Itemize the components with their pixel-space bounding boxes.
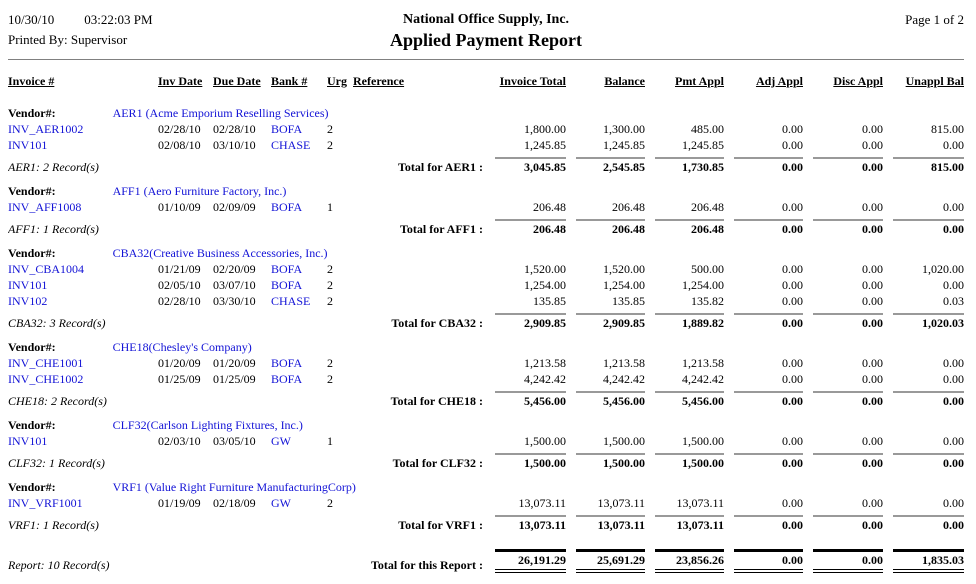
vendor-row — [8, 237, 964, 261]
group-total-value: 206.48 — [655, 219, 724, 237]
group-total-amount-cell — [724, 215, 803, 237]
group-total-amount-cell — [566, 309, 645, 331]
company-name: National Office Supply, Inc. — [402, 12, 570, 27]
inv-date-cell: 02/28/10 — [158, 294, 201, 308]
amount-cell: 500.00 — [691, 262, 724, 276]
vendor-number-label: Vendor#: — [8, 106, 56, 120]
group-total-row — [8, 387, 964, 409]
col-header-adj-appl: Adj Appl — [755, 74, 803, 88]
bank-link[interactable]: BOFA — [271, 372, 303, 386]
amount-cell: 1,245.85 — [524, 138, 566, 152]
group-total-value: 5,456.00 — [576, 391, 645, 409]
group-total-amount-cell — [485, 511, 566, 533]
group-total-amount-cell — [566, 153, 645, 175]
col-header-bank: Bank # — [271, 74, 308, 88]
amount-cell: 1,254.00 — [682, 278, 724, 292]
urg-cell: 2 — [327, 496, 333, 510]
amount-cell: 1,300.00 — [603, 122, 645, 136]
due-date-cell: 03/30/10 — [213, 294, 256, 308]
group-total-amount-cell — [883, 215, 964, 237]
vendor-row — [8, 409, 964, 433]
group-total-value: 1,889.82 — [655, 313, 724, 331]
group-total-value: 0.00 — [734, 313, 803, 331]
group-total-row — [8, 309, 964, 331]
amount-cell: 135.85 — [533, 294, 566, 308]
report-total-amount-cell — [645, 547, 724, 573]
invoice-link[interactable]: INV_VRF1001 — [8, 496, 83, 510]
report-total-value: 0.00 — [734, 549, 803, 573]
invoice-row — [8, 199, 964, 215]
group-total-amount-cell — [645, 153, 724, 175]
reference-cell — [353, 293, 485, 309]
vendor-cell — [8, 409, 964, 433]
col-header-balance: Balance — [604, 74, 645, 88]
vendor-link[interactable]: CBA32(Creative Business Accessories, Inc.) — [112, 246, 328, 260]
vendor-number-label: Vendor#: — [8, 480, 56, 494]
printed-by: Printed By: Supervisor — [8, 32, 128, 47]
amount-cell: 1,213.58 — [682, 356, 724, 370]
group-total-amount-cell — [645, 449, 724, 471]
group-total-value: 0.00 — [813, 515, 883, 533]
due-date-cell: 02/28/10 — [213, 122, 256, 136]
group-total-amount-cell — [724, 511, 803, 533]
bank-link[interactable]: GW — [271, 496, 291, 510]
amount-cell: 1,500.00 — [524, 434, 566, 448]
invoice-link[interactable]: INV_CHE1002 — [8, 372, 84, 386]
group-total-value: 0.00 — [813, 313, 883, 331]
group-total-amount-cell — [724, 153, 803, 175]
group-total-label: Total for AFF1 : — [400, 222, 483, 236]
bank-link[interactable]: BOFA — [271, 262, 303, 276]
bank-link[interactable]: BOFA — [271, 356, 303, 370]
invoice-link[interactable]: INV101 — [8, 138, 48, 152]
group-total-label: Total for VRF1 : — [398, 518, 483, 532]
amount-cell: 1,213.58 — [603, 356, 645, 370]
report-total-value: 0.00 — [813, 549, 883, 573]
vendor-number-label: Vendor#: — [8, 246, 56, 260]
amount-cell: 0.00 — [782, 138, 803, 152]
urg-cell: 2 — [327, 372, 333, 386]
group-total-amount-cell — [566, 215, 645, 237]
group-total-value: 13,073.11 — [495, 515, 566, 533]
amount-cell: 0.00 — [782, 356, 803, 370]
bank-link[interactable]: BOFA — [271, 200, 303, 214]
vendor-cell — [8, 471, 964, 495]
group-total-amount-cell — [485, 215, 566, 237]
group-total-label: Total for CHE18 : — [390, 394, 483, 408]
group-total-value: 2,909.85 — [495, 313, 566, 331]
inv-date-cell: 01/21/09 — [158, 262, 201, 276]
amount-cell: 0.00 — [782, 200, 803, 214]
report-total-value: 1,835.03 — [893, 549, 964, 573]
reference-cell — [353, 277, 485, 293]
amount-cell: 0.00 — [782, 122, 803, 136]
urg-cell: 1 — [327, 434, 333, 448]
bank-link[interactable]: GW — [271, 434, 291, 448]
inv-date-cell: 02/08/10 — [158, 138, 201, 152]
group-total-amount-cell — [803, 387, 883, 409]
col-header-pmt-appl: Pmt Appl — [674, 74, 724, 88]
group-total-label: Total for AER1 : — [397, 160, 483, 174]
column-header-row — [8, 60, 964, 97]
group-record-count: AER1: 2 Record(s) — [8, 160, 99, 174]
vendor-link[interactable]: AER1 (Acme Emporium Reselling Services) — [112, 106, 329, 120]
group-record-count: CHE18: 2 Record(s) — [8, 394, 107, 408]
group-record-count: CBA32: 3 Record(s) — [8, 316, 106, 330]
invoice-link[interactable]: INV101 — [8, 278, 48, 292]
group-total-amount-cell — [724, 387, 803, 409]
vendor-row — [8, 331, 964, 355]
due-date-cell: 03/05/10 — [213, 434, 256, 448]
group-total-value: 3,045.85 — [495, 157, 566, 175]
report-total-value: 23,856.26 — [655, 549, 724, 573]
col-header-due-date: Due Date — [213, 74, 261, 88]
reference-cell — [353, 261, 485, 277]
amount-cell: 135.85 — [612, 294, 645, 308]
urg-cell: 2 — [327, 278, 333, 292]
amount-cell: 1,254.00 — [603, 278, 645, 292]
group-total-value: 1,500.00 — [495, 453, 566, 471]
group-total-value: 0.00 — [893, 391, 964, 409]
due-date-cell: 01/25/09 — [213, 372, 256, 386]
invoice-row — [8, 261, 964, 277]
amount-cell: 1,245.85 — [682, 138, 724, 152]
amount-cell: 0.00 — [943, 200, 964, 214]
group-total-amount-cell — [803, 511, 883, 533]
reference-cell — [353, 137, 485, 153]
amount-cell: 0.00 — [862, 434, 883, 448]
amount-cell: 0.00 — [782, 294, 803, 308]
group-total-amount-cell — [645, 387, 724, 409]
vendor-link[interactable]: CLF32(Carlson Lighting Fixtures, Inc.) — [112, 418, 303, 432]
group-total-amount-cell — [803, 215, 883, 237]
col-header-invoice: Invoice # — [8, 74, 55, 88]
group-total-amount-cell — [883, 153, 964, 175]
amount-cell: 0.00 — [862, 122, 883, 136]
group-total-value: 1,500.00 — [576, 453, 645, 471]
group-total-amount-cell — [485, 309, 566, 331]
urg-cell: 2 — [327, 262, 333, 276]
group-total-amount-cell — [883, 309, 964, 331]
amount-cell: 0.00 — [862, 294, 883, 308]
group-total-value: 815.00 — [893, 157, 964, 175]
group-total-amount-cell — [645, 511, 724, 533]
amount-cell: 0.00 — [862, 262, 883, 276]
group-total-amount-cell — [724, 309, 803, 331]
group-total-row — [8, 215, 964, 237]
group-total-amount-cell — [485, 387, 566, 409]
amount-cell: 0.03 — [943, 294, 964, 308]
bank-link[interactable]: BOFA — [271, 122, 303, 136]
group-total-amount-cell — [485, 449, 566, 471]
vendor-cell — [8, 237, 964, 261]
col-header-urg: Urg — [327, 74, 347, 88]
amount-cell: 1,245.85 — [603, 138, 645, 152]
group-total-amount-cell — [566, 511, 645, 533]
group-total-value: 2,909.85 — [576, 313, 645, 331]
group-total-amount-cell — [645, 215, 724, 237]
report-total-amount-cell — [883, 547, 964, 573]
amount-cell: 0.00 — [862, 278, 883, 292]
invoice-link[interactable]: INV_CBA1004 — [8, 262, 85, 276]
invoice-row — [8, 121, 964, 137]
amount-cell: 1,500.00 — [682, 434, 724, 448]
amount-cell: 0.00 — [862, 356, 883, 370]
report-total-amount-cell — [485, 547, 566, 573]
reference-cell — [353, 495, 485, 511]
amount-cell: 0.00 — [943, 138, 964, 152]
group-total-label: Total for CLF32 : — [392, 456, 483, 470]
group-total-value: 13,073.11 — [655, 515, 724, 533]
group-total-value: 0.00 — [813, 157, 883, 175]
invoice-link[interactable]: INV_AFF1008 — [8, 200, 82, 214]
col-header-invoice-total: Invoice Total — [499, 74, 566, 88]
invoice-row — [8, 277, 964, 293]
group-total-value: 0.00 — [734, 453, 803, 471]
group-total-amount-cell — [883, 449, 964, 471]
group-total-value: 0.00 — [893, 515, 964, 533]
reference-cell — [353, 355, 485, 371]
invoice-row — [8, 433, 964, 449]
inv-date-cell: 02/05/10 — [158, 278, 201, 292]
amount-cell: 13,073.11 — [676, 496, 724, 510]
due-date-cell: 02/09/09 — [213, 200, 256, 214]
group-total-row — [8, 449, 964, 471]
inv-date-cell: 01/20/09 — [158, 356, 201, 370]
inv-date-cell: 01/19/09 — [158, 496, 201, 510]
report-title: Applied Payment Report — [390, 30, 582, 50]
amount-cell: 0.00 — [943, 434, 964, 448]
group-record-count: VRF1: 1 Record(s) — [8, 518, 99, 532]
page-header — [8, 12, 964, 51]
group-total-value: 0.00 — [813, 391, 883, 409]
invoice-link[interactable]: INV101 — [8, 434, 48, 448]
group-total-value: 0.00 — [734, 515, 803, 533]
amount-cell: 1,020.00 — [922, 262, 964, 276]
due-date-cell: 03/07/10 — [213, 278, 256, 292]
group-total-amount-cell — [566, 449, 645, 471]
group-total-value: 0.00 — [734, 391, 803, 409]
group-total-amount-cell — [883, 511, 964, 533]
amount-cell: 815.00 — [931, 122, 964, 136]
page-number: Page 1 of 2 — [905, 12, 964, 27]
group-total-value: 1,730.85 — [655, 157, 724, 175]
group-total-row — [8, 153, 964, 175]
vendor-link[interactable]: AFF1 (Aero Furniture Factory, Inc.) — [112, 184, 287, 198]
bank-link[interactable]: CHASE — [271, 138, 311, 152]
invoice-link[interactable]: INV_CHE1001 — [8, 356, 84, 370]
amount-cell: 0.00 — [862, 496, 883, 510]
reference-cell — [353, 199, 485, 215]
amount-cell: 0.00 — [862, 138, 883, 152]
group-total-value: 206.48 — [495, 219, 566, 237]
amount-cell: 4,242.42 — [524, 372, 566, 386]
due-date-cell: 03/10/10 — [213, 138, 256, 152]
amount-cell: 13,073.11 — [518, 496, 566, 510]
amount-cell: 4,242.42 — [603, 372, 645, 386]
group-total-value: 0.00 — [734, 157, 803, 175]
report-total-label: Total for this Report : — [371, 558, 483, 572]
report-table — [8, 60, 964, 573]
amount-cell: 1,520.00 — [524, 262, 566, 276]
bank-link[interactable]: CHASE — [271, 294, 311, 308]
group-total-amount-cell — [803, 153, 883, 175]
vendor-row — [8, 97, 964, 121]
amount-cell: 13,073.11 — [597, 496, 645, 510]
col-header-unappl-bal: Unappl Bal — [905, 74, 964, 88]
amount-cell: 485.00 — [691, 122, 724, 136]
amount-cell: 0.00 — [943, 278, 964, 292]
vendor-number-label: Vendor#: — [8, 340, 56, 354]
vendor-link[interactable]: CHE18(Chesley's Company) — [112, 340, 252, 354]
reference-cell — [353, 371, 485, 387]
vendor-cell — [8, 175, 964, 199]
inv-date-cell: 01/25/09 — [158, 372, 201, 386]
vendor-link[interactable]: VRF1 (Value Right Furniture ManufacturingCorp) — [112, 480, 356, 494]
amount-cell: 4,242.42 — [682, 372, 724, 386]
group-total-value: 1,500.00 — [655, 453, 724, 471]
report-total-amount-cell — [803, 547, 883, 573]
amount-cell: 206.48 — [691, 200, 724, 214]
group-total-value: 0.00 — [893, 219, 964, 237]
amount-cell: 0.00 — [943, 356, 964, 370]
group-total-value: 0.00 — [893, 453, 964, 471]
group-total-value: 206.48 — [576, 219, 645, 237]
due-date-cell: 02/20/09 — [213, 262, 256, 276]
group-total-value: 1,020.03 — [893, 313, 964, 331]
report-total-amount-cell — [566, 547, 645, 573]
report-total-amount-cell — [724, 547, 803, 573]
amount-cell: 0.00 — [782, 262, 803, 276]
amount-cell: 1,800.00 — [524, 122, 566, 136]
group-total-amount-cell — [485, 153, 566, 175]
vendor-cell — [8, 331, 964, 355]
invoice-row — [8, 371, 964, 387]
vendor-number-label: Vendor#: — [8, 184, 56, 198]
header-left — [8, 12, 390, 48]
group-total-row — [8, 511, 964, 533]
reference-cell — [353, 433, 485, 449]
group-total-value: 0.00 — [813, 219, 883, 237]
group-record-count: AFF1: 1 Record(s) — [8, 222, 99, 236]
inv-date-cell: 02/28/10 — [158, 122, 201, 136]
group-total-amount-cell — [724, 449, 803, 471]
invoice-row — [8, 137, 964, 153]
due-date-cell: 02/18/09 — [213, 496, 256, 510]
group-total-amount-cell — [803, 309, 883, 331]
amount-cell: 0.00 — [782, 372, 803, 386]
group-total-value: 0.00 — [734, 219, 803, 237]
amount-cell: 0.00 — [943, 372, 964, 386]
invoice-row — [8, 495, 964, 511]
amount-cell: 1,520.00 — [603, 262, 645, 276]
col-header-disc-appl: Disc Appl — [833, 74, 883, 88]
vendor-number-label: Vendor#: — [8, 418, 56, 432]
invoice-link[interactable]: INV102 — [8, 294, 48, 308]
vendor-row — [8, 471, 964, 495]
amount-cell: 135.82 — [691, 294, 724, 308]
amount-cell: 206.48 — [533, 200, 566, 214]
group-total-amount-cell — [803, 449, 883, 471]
amount-cell: 1,213.58 — [524, 356, 566, 370]
amount-cell: 206.48 — [612, 200, 645, 214]
vendor-row — [8, 175, 964, 199]
spacer-row — [8, 533, 964, 547]
group-total-value: 13,073.11 — [576, 515, 645, 533]
group-total-amount-cell — [645, 309, 724, 331]
vendor-cell — [8, 97, 964, 121]
amount-cell: 1,500.00 — [603, 434, 645, 448]
inv-date-cell: 02/03/10 — [158, 434, 201, 448]
invoice-row — [8, 355, 964, 371]
urg-cell: 2 — [327, 138, 333, 152]
bank-link[interactable]: BOFA — [271, 278, 303, 292]
group-total-value: 0.00 — [813, 453, 883, 471]
inv-date-cell: 01/10/09 — [158, 200, 201, 214]
group-total-label: Total for CBA32 : — [391, 316, 483, 330]
col-header-reference: Reference — [353, 74, 405, 88]
amount-cell: 0.00 — [782, 278, 803, 292]
report-time: 03:22:03 PM — [84, 12, 153, 27]
header-center — [390, 12, 582, 51]
report-body — [8, 97, 964, 573]
invoice-link[interactable]: INV_AER1002 — [8, 122, 84, 136]
amount-cell: 0.00 — [943, 496, 964, 510]
urg-cell: 2 — [327, 356, 333, 370]
amount-cell: 0.00 — [862, 372, 883, 386]
group-total-value: 5,456.00 — [655, 391, 724, 409]
urg-cell: 1 — [327, 200, 333, 214]
urg-cell: 2 — [327, 122, 333, 136]
amount-cell: 0.00 — [782, 496, 803, 510]
group-total-value: 5,456.00 — [495, 391, 566, 409]
group-total-amount-cell — [883, 387, 964, 409]
amount-cell: 0.00 — [862, 200, 883, 214]
group-total-value: 2,545.85 — [576, 157, 645, 175]
amount-cell: 0.00 — [782, 434, 803, 448]
reference-cell — [353, 121, 485, 137]
col-header-inv-date: Inv Date — [158, 74, 203, 88]
report-total-value: 26,191.29 — [495, 549, 566, 573]
urg-cell: 2 — [327, 294, 333, 308]
invoice-row — [8, 293, 964, 309]
report-date: 10/30/10 — [8, 12, 55, 27]
report-total-row — [8, 547, 964, 573]
report-total-value: 25,691.29 — [576, 549, 645, 573]
due-date-cell: 01/20/09 — [213, 356, 256, 370]
group-record-count: CLF32: 1 Record(s) — [8, 456, 105, 470]
report-record-count: Report: 10 Record(s) — [8, 558, 110, 572]
amount-cell: 1,254.00 — [524, 278, 566, 292]
group-total-amount-cell — [566, 387, 645, 409]
